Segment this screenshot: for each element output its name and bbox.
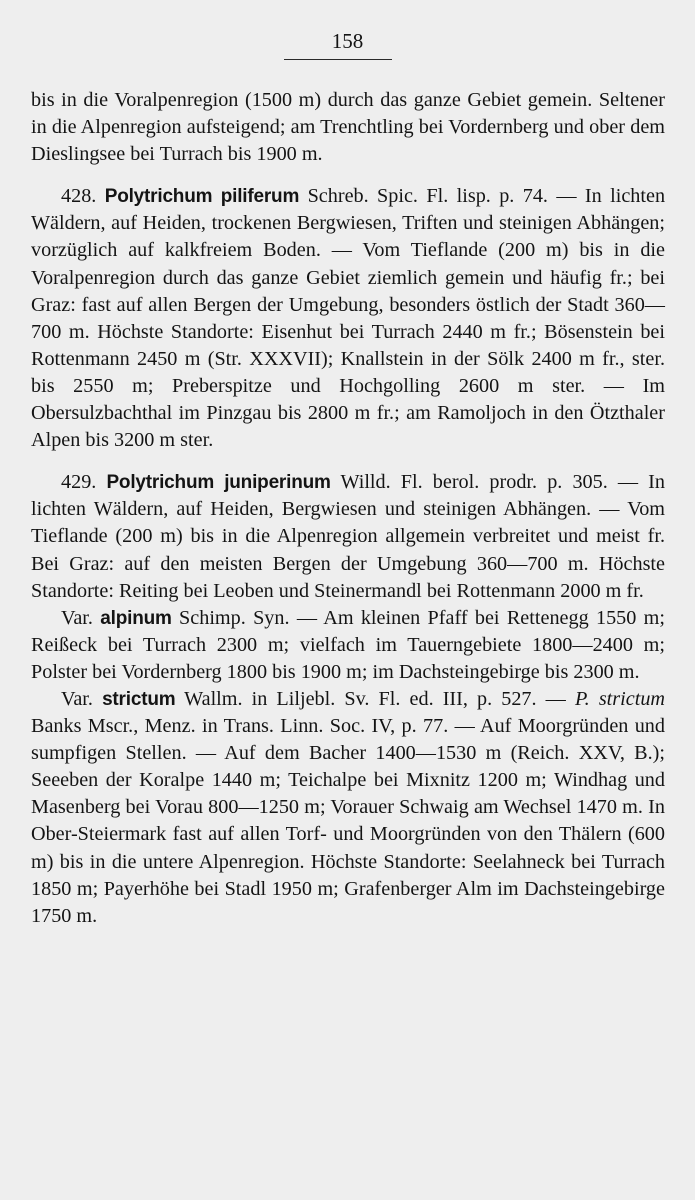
variety-strictum-text-2: Banks Mscr., Menz. in Trans. Linn. Soc. IV, p. 77. — Auf Moorgründen und sumpfigen Stellen. — Auf dem Bacher 1400—1530 m (Reich. XXV, B.); Seeeben der Koralpe 1440 m; Teichalpe bei Mixnitz 1200 m; Windhag und Masenberg bei Vorau 800—1250 m; Vorauer Schwaig am Wechsel 1470 m. In Ober-Steiermark fast auf allen Torf- und Moorgründen von den Thälern (600 m) bis in die untere Alpenregion. Höchste Standorte: Seelahneck bei Turrach 1850 m; Payerhöhe bei Stadl 1950 m; Grafenberger Alm im Dachsteingebirge 1750 m. bbox=[31, 715, 665, 927]
entry-428-species: Polytrichum piliferum bbox=[104, 186, 300, 208]
entry-429 bbox=[31, 469, 665, 604]
entry-429-species: Polytrichum juniperinum bbox=[106, 472, 331, 494]
variety-strictum-text-1: Wallm. in Liljebl. Sv. Fl. ed. III, p. 527. — bbox=[184, 687, 566, 710]
variety-alpinum bbox=[31, 605, 665, 686]
intro-paragraph: bis in die Voralpenregion (1500 m) durch das ganze Gebiet gemein. Seltener in die Alpenregion aufsteigend; am Trenchtling bei Vordernberg und ober dem Dieslingsee bei Turrach bis 1900 m. bbox=[31, 89, 665, 166]
variety-strictum-synonym: P. strictum bbox=[574, 687, 665, 710]
entry-428-number: 428. bbox=[61, 185, 97, 208]
page-number: 158 bbox=[331, 29, 364, 53]
body-text bbox=[31, 87, 665, 930]
variety-strictum-prefix: Var. bbox=[61, 687, 93, 710]
variety-alpinum-text: Schimp. Syn. — Am kleinen Pfaff bei Rettenegg 1550 m; Reißeck bei Turrach 2300 m; vielfach im Tauerngebiete 1800—2400 m; Polster bei Vordernberg 1800 bis 1900 m; im Dachsteingebirge bis 2300 m. bbox=[31, 606, 665, 683]
variety-strictum-name: strictum bbox=[102, 688, 176, 710]
variety-strictum bbox=[31, 686, 665, 930]
entry-428-text: Schreb. Spic. Fl. lisp. p. 74. — In lichten Wäldern, auf Heiden, trockenen Bergwiesen, Triften und steinigen Abhängen; vorzüglich auf kalkfreiem Boden. — Vom Tieflande (200 m) bis in die Voralpenregion durch das ganze Gebiet ziemlich gemein und häufig fr.; bei Graz: fast auf allen Bergen der Umgebung, besonders östlich der Stadt 360—700 m. Höchste Standorte: Eisenhut bei Turrach 2440 m fr.; Bösenstein bei Rottenmann 2450 m (Str. XXXVII); Knallstein in der Sölk 2400 m fr., ster. bis 2550 m; Preberspitze und Hochgolling 2600 m ster. — Im Obersulzbachthal im Pinzgau bis 2800 m fr.; am Ramoljoch in den Ötzthaler Alpen bis 3200 m ster. bbox=[31, 185, 666, 452]
page-number-rule bbox=[284, 59, 392, 60]
entry-429-number: 429. bbox=[61, 471, 97, 494]
variety-alpinum-prefix: Var. bbox=[61, 606, 93, 629]
entry-428 bbox=[31, 183, 665, 454]
variety-alpinum-name: alpinum bbox=[100, 607, 172, 629]
entry-429-text: Willd. Fl. berol. prodr. p. 305. — In lichten Wäldern, auf Heiden, Bergwiesen und steinigen Abhängen. — Vom Tieflande (200 m) bis in die Alpenregion allgemein verbreitet und meist fr. Bei Graz: auf den meisten Bergen der Umgebung 360—700 m. Höchste Standorte: Reiting bei Leoben und Steinermandl bei Rottenmann 2000 m fr. bbox=[31, 471, 665, 602]
